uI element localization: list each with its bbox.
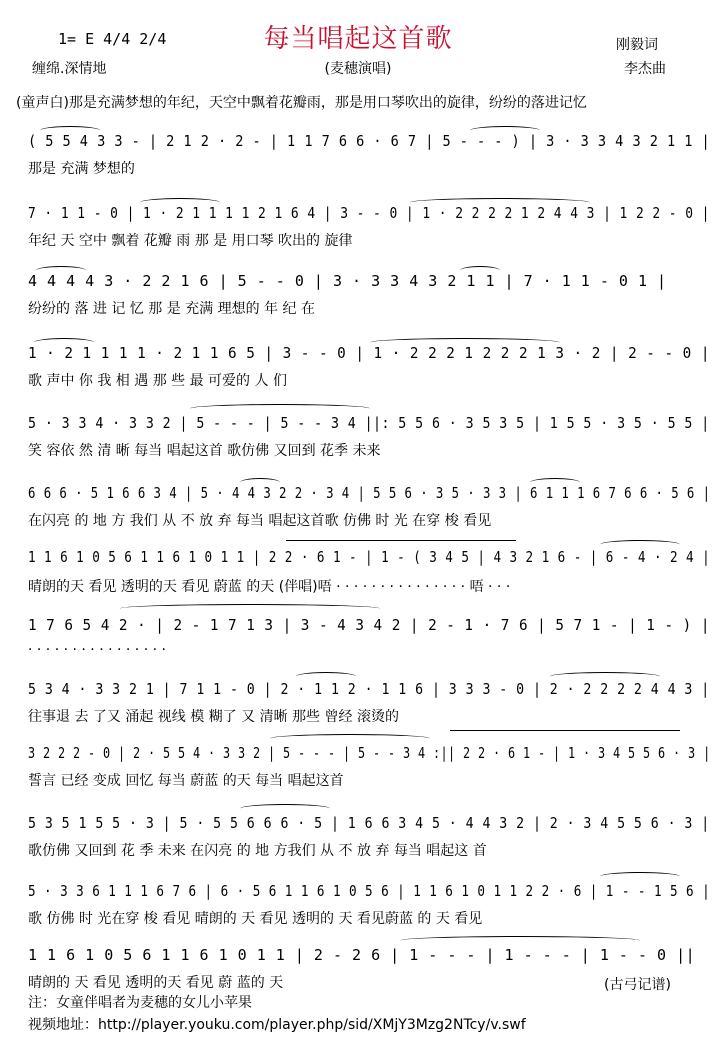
key-signature: 1= E 4/4 2/4	[58, 30, 167, 48]
score-lyrics: 歌 声中 你 我 相 遇 那 些 最 可爱的 人 们	[28, 373, 287, 389]
slur	[140, 198, 220, 207]
tie	[400, 936, 640, 945]
slur	[600, 540, 680, 549]
song-title: 每当唱起这首歌	[263, 24, 453, 54]
score-lyrics: 晴朗的 天 看见 透明的天 看见 蔚 蓝的 天	[28, 975, 284, 991]
slur	[600, 872, 680, 881]
volta-bracket	[286, 540, 516, 541]
score-notes: 1 7 6 5 4 2 · | 2 - 1 7 1 3 | 3 - 4 3 4 2 | 2 - 1 · 7 6 | 5 7 1 - | 1 - ) |	[28, 616, 710, 634]
score-lyrics: 歌仿佛 又回到 花 季 未来 在闪亮 的 地 方我们 从 不 放 弃 每当 唱起这 首	[28, 843, 487, 859]
slur	[36, 266, 86, 275]
score-lyrics: 誓言 已经 变成 回忆 每当 蔚蓝 的天 每当 唱起这首	[28, 773, 344, 789]
volta-bracket	[450, 730, 680, 731]
slur	[120, 604, 380, 613]
score-notes: 7 · 1 1 - 0 | 1 · 2 1 1 1 1 2 1 6 4 | 3 - - 0 | 1 · 2 2 2 2 1 2 4 4 3 | 1 2 2 - 0 |	[28, 204, 710, 222]
score-notes: 1 · 2 1 1 1 1 · 2 1 1 6 5 | 3 - - 0 | 1 · 2 2 2 1 2 2 2 1 3 · 2 | 2 - - 0 |	[28, 344, 710, 362]
score-lyrics: 那是 充满 梦想的	[28, 161, 135, 177]
performer-note: (麦穗演唱)	[324, 61, 392, 77]
composer: 李杰曲	[624, 61, 666, 77]
score-lyrics: 纷纷的 落 进 记 忆 那 是 充满 理想的 年 纪 在	[28, 301, 315, 317]
score-notes: 3 2 2 2 - 0 | 2 · 5 5 4 · 3 3 2 | 5 - - - | 5 - - 3 4 :|| 2 2 · 6 1 - | 1 · 3 4 5 5 6 · 3 |	[28, 744, 711, 762]
slur	[240, 804, 330, 813]
lyricist: 刚毅词	[616, 37, 658, 53]
slur	[470, 126, 540, 135]
tie	[270, 734, 430, 743]
score-lyrics: · · · · · · · · · · · · · · · ·	[28, 642, 166, 658]
score-notes: 5 · 3 3 4 · 3 3 2 | 5 - - - | 5 - - 3 4 ||: 5 5 6 · 3 5 3 5 | 1 5 5 · 3 5 · 5 5 |	[28, 414, 710, 432]
video-link[interactable]: 视频地址：http://player.youku.com/player.php/sid/XMjY3Mzg2NTcy/v.swf	[28, 1017, 526, 1033]
tempo-mood: 缠绵.深情地	[32, 61, 107, 77]
score-notes: 1 1 6 1 0 5 6 1 1 6 1 0 1 1 | 2 - 2 6 | 1 - - - | 1 - - - | 1 - - 0 ||	[28, 946, 696, 964]
slur	[34, 338, 94, 347]
score-notes: 5 3 4 · 3 3 2 1 | 7 1 1 - 0 | 2 · 1 1 2 · 1 1 6 | 3 3 3 - 0 | 2 · 2 2 2 2 4 4 3 |	[28, 680, 710, 698]
score-lyrics: 往事退 去 了又 涌起 视线 模 糊了 又 清晰 那些 曾经 滚烫的	[28, 709, 399, 725]
score-notes: 5 3 5 1 5 5 · 3 | 5 · 5 5 6 6 6 · 5 | 1 6 6 3 4 5 · 4 4 3 2 | 2 · 3 4 5 5 6 · 3 |	[28, 814, 710, 832]
slur	[370, 338, 560, 347]
slur	[550, 672, 660, 681]
score-notes: 4 4 4 4 3 · 2 2 1 6 | 5 - - 0 | 3 · 3 3 4 3 2 1 1 | 7 · 1 1 - 0 1 |	[28, 272, 667, 290]
footnote: 注：女童伴唱者为麦穗的女儿小苹果	[28, 995, 252, 1011]
score-lyrics: 在闪亮 的 地 方 我们 从 不 放 弃 每当 唱起这首歌 仿佛 时 光 在穿 梭 看见	[28, 513, 492, 529]
narration-text: (童声白)那是充满梦想的年纪，天空中飘着花瓣雨，那是用口琴吹出的旋律，纷纷的落进记忆	[16, 95, 587, 111]
score-lyrics: 歌 仿佛 时 光在穿 梭 看见 晴朗的 天 看见 透明的 天 看见蔚蓝 的 天 看见	[28, 911, 483, 927]
score-notes: 5 · 3 3 6 1 1 1 6 7 6 | 6 · 5 6 1 1 6 1 0 5 6 | 1 1 6 1 0 1 1 2 2 · 6 | 1 - - 1 5 6 |	[28, 882, 711, 900]
score-lyrics: 笑 容依 然 清 晰 每当 唱起这首 歌仿佛 又回到 花季 未来	[28, 443, 381, 459]
slur	[40, 126, 100, 135]
slur	[296, 672, 356, 681]
score-notes: ( 5 5 4 3 3 - | 2 1 2 · 2 - | 1 1 7 6 6 · 6 7 | 5 - - - ) | 3 · 3 3 4 3 2 1 1 |	[28, 132, 711, 150]
score-notes: 6 6 6 · 5 1 6 6 3 4 | 5 · 4 4 3 2 2 · 3 4 | 5 5 6 · 3 5 · 3 3 | 6 1 1 1 6 7 6 6 · 5 6 |	[28, 484, 711, 502]
score-notes: 1 1 6 1 0 5 6 1 1 6 1 0 1 1 | 2 2 · 6 1 - | 1 - ( 3 4 5 | 4 3 2 1 6 - | 6 - 4 · 2 4 |	[28, 548, 711, 566]
score-lyrics: 晴朗的天 看见 透明的天 看见 蔚蓝 的天 (伴唱)唔 · · · · · · · · · · · · · · · 唔 · · ·	[28, 579, 511, 595]
slur	[530, 478, 580, 487]
slur	[460, 266, 500, 275]
transcriber-credit: (古弓记谱)	[604, 977, 671, 993]
tie	[190, 404, 370, 413]
score-lyrics: 年纪 天 空中 飘着 花瓣 雨 那 是 用口琴 吹出的 旋律	[28, 233, 353, 249]
slur	[410, 198, 590, 207]
slur	[240, 478, 280, 487]
